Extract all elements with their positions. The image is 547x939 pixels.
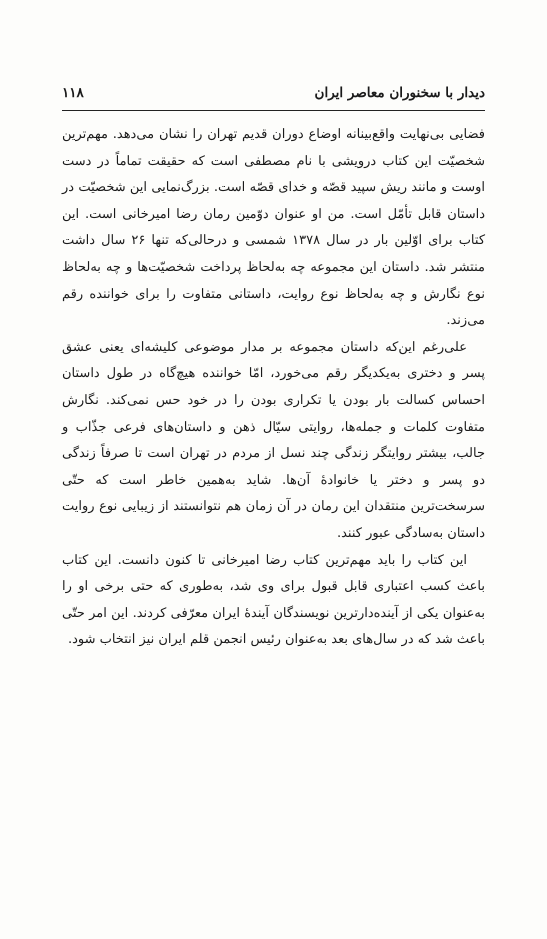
body-text	[62, 122, 485, 654]
paragraph-1: فضایی بی‌نهایت واقع‌بینانه اوضاع دوران قدیم تهران را نشان می‌دهد. مهم‌ترین شخصیّت این کتاب درویشی با نام مصطفی است که حقیقت تماماً در دست اوست و مانند ریش سپید قصّه و خدای قصّه است. بزرگ‌نمایی این شخصیّت در داستان قابل تأمّل است. من او عنوان دوّمین رمان رضا امیرخانی است. این کتاب برای اوّلین بار در سال ۱۳۷۸ شمسی و درحالی‌که تنها ۲۶ سال داشت منتشر شد. داستان این مجموعه چه به‌لحاظ پرداخت شخصیّت‌ها و چه به‌لحاظ نوع نگارش و چه به‌لحاظ نوع روایت، داستانی متفاوت را برای خواننده رقم می‌زند.	[62, 127, 486, 329]
page-number: ۱۱۸	[62, 85, 84, 101]
header-divider	[62, 110, 485, 111]
paragraph-2: علی‌رغم این‌که داستان مجموعه بر مدار موضوعی کلیشه‌ای یعنی عشق پسر و دختری به‌یکدیگر رقم می‌خورد، امّا خواننده هیچ‌گاه در طول داستان احساس کسالت بار بودن یا تکراری بودن را در خود حس نمی‌کند. نگارش متفاوت کلمات و جمله‌ها، روایتی سیّال ذهن و داستان‌های فرعی جذّاب و جالب، بیشتر روایتگر زندگی چند نسل از مردم در تهران است تا صرفاً زندگی دو پسر و دختر یا خانوادهٔ آن‌ها. شاید به‌همین خاطر است که حتّی سرسخت‌ترین منتقدان این رمان در آن زمان هم نتوانستند از زیبایی نوع روایت داستان به‌سادگی عبور کنند.	[62, 339, 485, 541]
running-title: دیدار با سخنوران معاصر ایران	[314, 85, 485, 101]
page-header	[62, 80, 485, 106]
paragraph-3: این کتاب را باید مهم‌ترین کتاب رضا امیرخانی تا کنون دانست. این کتاب باعث کسب اعتباری قابل قبول برای وی شد، به‌طوری که حتی برخی او را به‌عنوان یکی از آینده‌دارترین نویسندگان آیندهٔ ایران معرّفی کردند. این امر حتّی باعث شد که در سال‌های بعد به‌عنوان رئیس انجمن قلم ایران نیز انتخاب شود.	[62, 552, 485, 648]
